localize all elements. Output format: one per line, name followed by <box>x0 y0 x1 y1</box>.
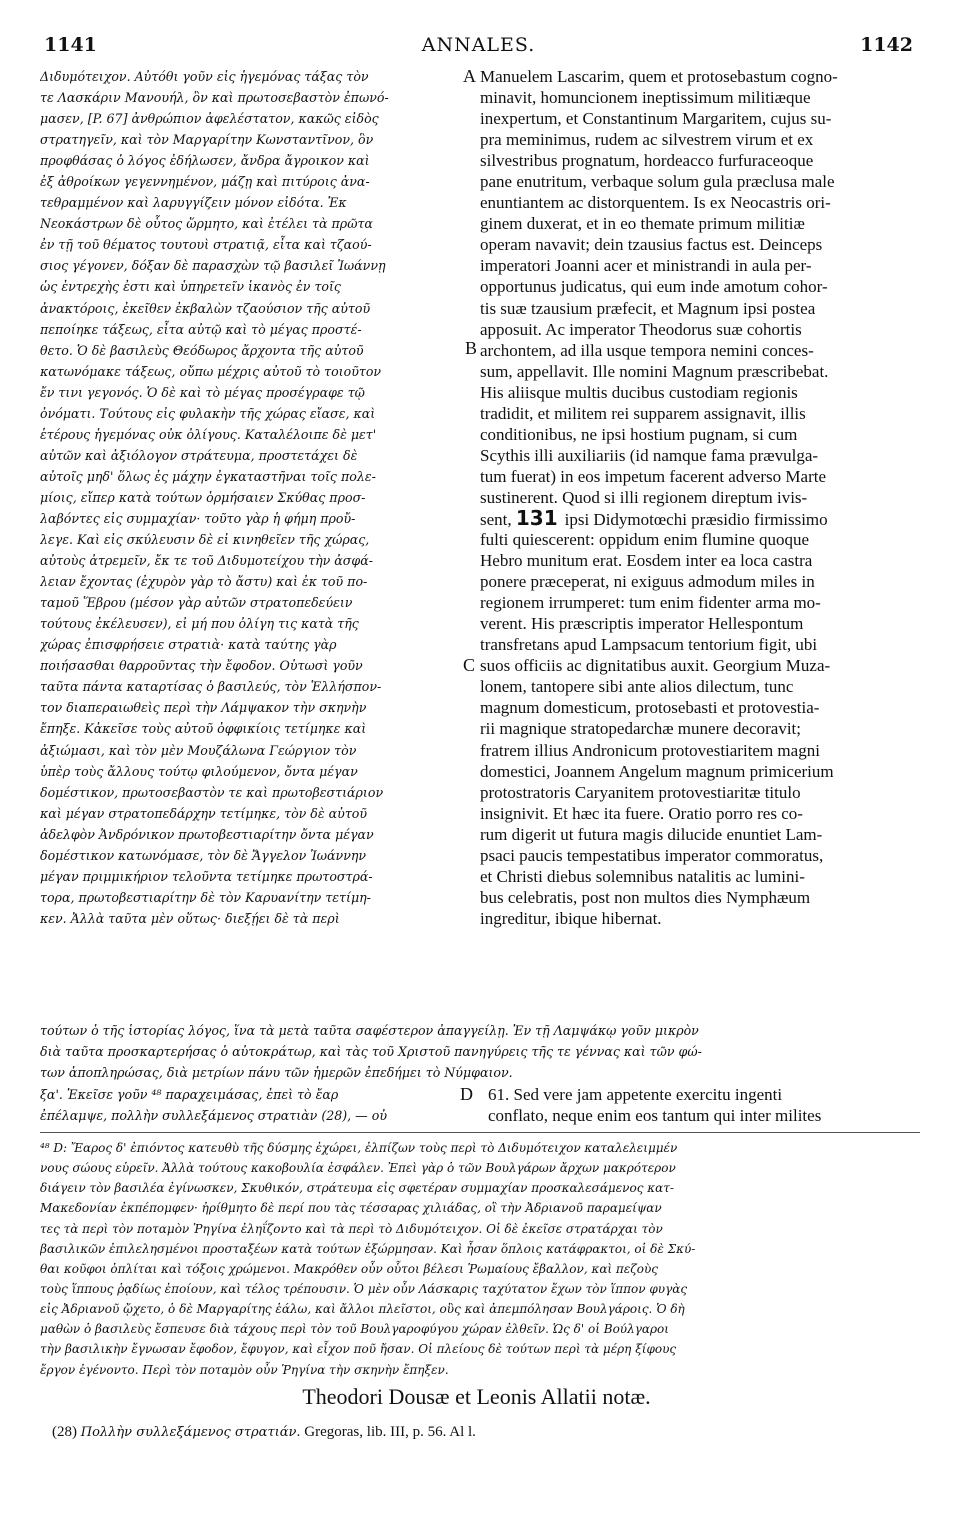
greek-line: ταμοῦ Ἕβρου (μέσον γὰρ αὐτῶν στρατοπεδεύειν <box>40 595 353 611</box>
greek-line: ὡς ἐντρεχὴς ἐστι καὶ ὑπηρετεῖν ἱκανὸς ἐν τοῖς <box>40 279 341 295</box>
greek-line: ὀνόματι. Τούτους εἰς φυλακὴν τῆς χώρας εἴασε, καὶ <box>40 405 376 421</box>
latin-line: Hebro munitum erat. Eosdem inter ea loca castra <box>480 551 813 571</box>
greek-line: λεγε. Καὶ εἰς σκύλευσιν δὲ εἰ κινηθεῖεν τῆς χώρας, <box>40 532 370 548</box>
greek-line: σιος γέγονεν, δόξαν δὲ παρασχὼν τῷ βασιλεῖ Ἰωάννῃ <box>40 258 386 274</box>
greek-line: τούτους ἐκέλευσεν), εἰ μή που ὀλίγη τις κατὰ τῆς <box>40 616 359 632</box>
greek-line: Νεοκάστρων δὲ οὗτος ὥρμητο, καὶ ἐτέλει τὰ πρῶτα <box>40 216 373 232</box>
latin-line: regionem irrumperet: tum enim fidenter arma mo- <box>480 593 821 613</box>
latin-line: insignivit. Et hæc ita fuere. Oratio porro res co- <box>480 803 803 823</box>
greek-line: προφθάσας ὁ λόγος ἐδήλωσεν, ἄνδρα ἄγροικον καὶ <box>40 153 370 169</box>
greek-line: ἐπέλαμψε, πολλὴν συλλεξάμενος στρατιὰν (28), — οὐ <box>40 1108 388 1123</box>
latin-line: conflato, neque enim eos tantum qui inter milites <box>488 1106 822 1125</box>
latin-column <box>480 66 920 929</box>
greek-line: των ἀποπληρώσας, διὰ μετρίων πάνυ τῶν ἡμερῶν ἐπεδήμει τὸ Νύμφαιον. <box>40 1065 513 1080</box>
latin-line: ginem duxerat, et in eo themate primum militiæ <box>480 214 805 234</box>
latin-line: pra meminimus, rudem ac silvestrem virum et ex <box>480 130 814 150</box>
latin-line: sum, appellavit. Ille nomini Magnum præscribebat. <box>480 361 829 381</box>
note-28-greek: Πολλὴν συλλεξάμενος στρατιάν. <box>80 1425 301 1440</box>
note-28-latin: Gregoras, lib. III, p. 56. Al l. <box>300 1424 476 1440</box>
footnote-line: Μακεδονίαν ἐκπέπομφεν· ἠρίθμητο δὲ περί που τὰς τέσσαρας χιλιάδας, οἳ τὴν Ἀδριανοῦ παραμείψαν <box>40 1201 662 1216</box>
page-number-131: 131 <box>515 507 565 530</box>
latin-line: verent. His præscriptis imperator Hellespontum <box>480 614 804 634</box>
latin-line: inexpertum, et Constantinum Margaritem, cujus su- <box>480 109 832 129</box>
footnote-line: θαι κοῦφοι ὁπλίται καὶ τόξοις χρώμενοι. Μακρόθεν οὖν οὗτοι βέλεσι Ῥωμαίους ἔβαλλον, καὶ πεζοὺς <box>40 1261 659 1276</box>
left-page-number: 1141 <box>44 34 97 56</box>
latin-line: silvestribus prognatum, hordeacco furfuraceoque <box>480 151 814 171</box>
running-title: ANNALES. <box>421 34 536 56</box>
notes-heading: Theodori Dousæ et Leonis Allatii notæ. <box>302 1384 651 1409</box>
latin-line: rii magnique stratopedarchæ munere decoravit; <box>480 719 801 739</box>
latin-line: His aliisque multis ducibus custodiam regionis <box>480 382 798 402</box>
greek-line: κατωνόμακε τάξεως, οὔπω μέχρις αὐτοῦ τὸ τοιοῦτον <box>40 363 382 379</box>
latin-line: fratrem illius Andronicum protovestiaritem magni <box>480 740 820 760</box>
footnote-line: ἔργον ἐγένοντο. Περὶ τὸν ποταμὸν οὖν Ῥηγίνα τὴν σκηνὴν ἔπηξεν. <box>40 1362 449 1377</box>
margin-letter-a: A <box>463 66 476 86</box>
running-header <box>44 34 913 60</box>
latin-line: domestici, Joannem Angelum magnum primicerium <box>480 761 834 781</box>
latin-line: et Christi diebus solemnibus natalitis ac lumini- <box>480 866 805 886</box>
section-61-greek <box>40 1084 510 1126</box>
greek-line: τον διαπεραιωθεὶς περὶ τὴν Λάμψακον τὴν σκηνὴν <box>40 700 367 716</box>
latin-line: pane enutritum, verbaque solum gula præclusa male <box>480 172 835 192</box>
latin-line: enuntiantem ac distorquentem. Is ex Neocastris ori- <box>480 193 831 213</box>
footnote-line: νους σώους εὑρεῖν. Ἀλλὰ τούτους κακοβουλία ἐσφάλεν. Ἐπεὶ γὰρ ὁ τῶν Βουλγάρων ἄρχων μακρότερον <box>40 1161 676 1176</box>
greek-line: ἔν τινι γεγονός. Ὁ δὲ καὶ τὸ μέγας προσέγραφε τῷ <box>40 384 365 400</box>
latin-line: protostratoris Caryanitem protovestiaritæ titulo <box>480 782 801 802</box>
greek-line: θετο. Ὁ δὲ βασιλεὺς Θεόδωρος ἄρχοντα τῆς αὐτοῦ <box>40 342 364 358</box>
latin-line: transfretans apud Lampsacum tentorium figit, ubi <box>480 635 818 655</box>
footnote-line: διάγειν τὸν βασιλέα ἐγίνωσκεν, Σκυθικόν, στράτευμα εἰς σφετέραν συμμαχίαν προσκαλεσάμενος κατ- <box>40 1181 674 1196</box>
latin-line: sustinerent. Quod si illi regionem direptum ivis- <box>480 487 808 507</box>
greek-line: τούτων ὁ τῆς ἱστορίας λόγος, ἵνα τὰ μετὰ ταῦτα σαφέστερον ἀπαγγείλῃ. Ἐν τῇ Λαμψάκῳ γοῦν μικρὸν <box>40 1023 699 1038</box>
latin-line: tum fuerat) in eos impetum facerent adverso Marte <box>480 466 827 486</box>
footnote-line: τοὺς ἵππους ῥᾳδίως ἐποίουν, καὶ τέλος τρέπουσιν. Ὁ μὲν οὖν Λάσκαρις ταχύτατον ἔχων τὸν ἵππον φυγὰς <box>40 1281 688 1296</box>
latin-line: suos officiis ac dignitatibus auxit. Georgium Muza- <box>480 656 831 676</box>
footnote-line: εἰς Ἀδριανοῦ ᾤχετο, ὁ δὲ Μαργαρίτης ἑάλω, καὶ ἄλλοι πλεῖστοι, οὓς καὶ ἀπεμπόλησαν Βουλγάροις. Ὁ δὴ <box>40 1302 685 1317</box>
margin-letter-c: C <box>463 655 476 675</box>
greek-line: ἐν τῇ τοῦ θέματος τουτουὶ στρατιᾷ, εἶτα καὶ τζαού- <box>40 237 372 253</box>
footnote-rule <box>40 1132 920 1133</box>
latin-line: apposuit. Ac imperator Theodorus suæ cohortis <box>480 319 802 339</box>
greek-line: ἀξιώμασι, καὶ τὸν μὲν Μουζάλωνα Γεώργιον τὸν <box>40 742 357 758</box>
footnote-line: τὴν βασιλικὴν ἔγνωσαν ἔφοδον, ἔφυγον, καὶ εἶχον ποῦ ἤσαν. Οἱ πλείους δὲ τούτων περὶ τὰ μέρη ξίφους <box>40 1342 677 1357</box>
greek-line: αὐτοῖς μηδ' ὅλως ἐς μάχην ἐγκαταστῆναι τοῖς πολε- <box>40 468 376 484</box>
latin-text: sent, <box>480 509 516 529</box>
greek-line: ἑτέρους ἡγεμόνας οὐκ ὀλίγους. Καταλέλοιπε δὲ μετ' <box>40 426 377 442</box>
latin-line: Manuelem Lascarim, quem et protosebastum cogno- <box>480 67 838 86</box>
latin-line: operam navavit; dein tzausius factus est. Deinceps <box>480 235 823 255</box>
greek-column <box>40 66 470 929</box>
greek-line: τορα, πρωτοβεστιαρίτην δὲ τὸν Καρυανίτην τετίμη- <box>40 889 371 905</box>
footnote-line: βασιλικῶν ἐπιλελησμένοι προσταξέων κατὰ τούτων ἐξώρμησαν. Καὶ ἦσαν ὅπλοις κατάφρακτοι, οἱ δὲ Σκύ- <box>40 1241 696 1256</box>
latin-line: fulti quiescerent: oppidum enim flumine quoque <box>480 530 810 550</box>
greek-line: χώρας ἐπισφρήσειε στρατιὰ· κατὰ ταύτης γὰρ <box>40 637 337 653</box>
greek-line: δομέστικον κατωνόμασε, τὸν δὲ Ἄγγελον Ἰωάννην <box>40 847 367 863</box>
latin-line: magnum domesticum, protosebasti et protovestia- <box>480 698 820 718</box>
latin-line: imperatori Joanni acer et ministrandi in aula per- <box>480 256 812 276</box>
latin-text: ipsi Didymotœchi præsidio firmissimo <box>564 509 828 529</box>
latin-line: opportunus judicatus, qui eum inde amotum cohor- <box>480 277 828 297</box>
greek-line: ἀδελφὸν Ἀνδρόνικον πρωτοβεστιαρίτην ὄντα μέγαν <box>40 826 374 842</box>
latin-line: Scythis illi auxiliariis (id namque fama prævulga- <box>480 445 819 465</box>
greek-line: ξα'. Ἐκεῖσε γοῦν ⁴⁸ παραχειμάσας, ἐπεὶ τὸ ἔαρ <box>40 1087 339 1102</box>
latin-line: minavit, homuncionem ineptissimum militiæque <box>480 88 811 108</box>
latin-line <box>480 508 920 529</box>
greek-line: αὐτῶν καὶ ἀξιόλογον στράτευμα, προστετάχει δὲ <box>40 447 358 463</box>
footnote-48 <box>40 1138 920 1380</box>
greek-line: ἔπηξε. Κἀκεῖσε τοὺς αὐτοῦ ὀφφικίοις τετίμηκε καὶ <box>40 721 367 737</box>
latin-line: ingreditur, ibique hibernat. <box>480 908 662 928</box>
latin-line: 61. Sed vere jam appetente exercitu ingenti <box>488 1085 783 1104</box>
right-page-number: 1142 <box>860 34 913 56</box>
greek-line: αὐτοὺς ἀτρεμεῖν, ἔκ τε τοῦ Διδυμοτείχου τὴν ἀσφά- <box>40 553 373 569</box>
latin-line: tis suæ tzausium præfecit, et Magnum ipsi postea <box>480 298 816 318</box>
latin-line: rum digerit ut futura magis dilucide enuntiet Lam- <box>480 824 823 844</box>
latin-line: lonem, tantopere sibi ante alios dilectum, tunc <box>480 677 794 697</box>
greek-line: μίοις, εἴπερ κατὰ τούτων ὁρμήσαιεν Σκύθας προσ- <box>40 489 366 505</box>
margin-letter-b: B <box>465 338 478 358</box>
greek-line: δομέστικον, πρωτοσεβαστὸν τε καὶ πρωτοβεστιάριον <box>40 784 384 800</box>
latin-line: archontem, ad illa usque tempora nemini conces- <box>480 340 814 360</box>
margin-letter-d: D <box>460 1084 473 1104</box>
greek-line: τεθραμμένον καὶ λαρυγγίζειν μόνον εἰδότα. Ἐκ <box>40 195 347 211</box>
greek-line: διὰ ταῦτα προσκαρτερήσας ὁ αὐτοκράτωρ, καὶ τὰς τοῦ Χριστοῦ πανηγύρεις τῆς τε γέννας καὶ τῶν φώ- <box>40 1044 702 1059</box>
note-28 <box>52 1424 932 1441</box>
latin-line: ponere præceperat, ni exiguus admodum miles in <box>480 572 815 592</box>
greek-line: Διδυμότειχον. Αὐτόθι γοῦν εἰς ἡγεμόνας τάξας τὸν <box>40 69 369 84</box>
greek-line: ποιήσασθαι θαρροῦντας τὴν ἔφοδον. Οὑτωσὶ γοῦν <box>40 658 363 674</box>
greek-line: στρατηγεῖν, καὶ τὸν Μαργαρίτην Κωνσταντῖνον, ὃν <box>40 132 374 148</box>
section-61-row <box>40 1084 920 1130</box>
latin-line: tradidit, et militem rei supparem assignavit, illis <box>480 403 806 423</box>
greek-line: ἀνακτόροις, ἐκεῖθεν ἐκβαλὼν τζαούσιον τῆς αὐτοῦ <box>40 300 371 316</box>
greek-line: λειαν ἔχοντας (ἐχυρὸν γὰρ τὸ ἄστυ) καὶ ἐκ τοῦ πο- <box>40 574 368 590</box>
greek-line: ἐξ ἀθροίκων γεγεννημένον, μάζῃ καὶ πιτύροις ἀνα- <box>40 174 370 190</box>
section-61-latin <box>488 1084 928 1126</box>
latin-line: conditionibus, ne ipsi hostium pugnam, si cum <box>480 424 798 444</box>
greek-line: ὑπὲρ τοὺς ἄλλους τούτῳ φιλούμενον, ὄντα μέγαν <box>40 763 358 779</box>
latin-line: bus celebratis, post non multos dies Nymphæum <box>480 887 811 907</box>
greek-line: ταῦτα πάντα καταρτίσας ὁ βασιλεύς, τὸν Ἑλλήσπον- <box>40 679 382 695</box>
greek-line: κεν. Ἀλλὰ ταῦτα μὲν οὕτως· διεξῄει δὲ τὰ περὶ <box>40 910 340 926</box>
footnote-line: ⁴⁸ D: Ἔαρος δ' ἐπιόντος κατευθὺ τῆς δύσμης ἐχώρει, ἐλπίζων τοὺς περὶ τὸ Διδυμότειχον καταλελειμμέν <box>40 1141 678 1155</box>
greek-line: καὶ μέγαν στρατοπεδάρχην τετίμηκε, τὸν δὲ αὐτοῦ <box>40 805 368 821</box>
greek-full-width-text <box>40 1020 920 1083</box>
footnote-line: μαθὼν ὁ βασιλεὺς ἔσπευσε διὰ τάχους περὶ τὸν τοῦ Βουλγαροφύγου χώραν ἐλθεῖν. Ὡς δ' οἱ Βούλγαροι <box>40 1322 669 1337</box>
greek-line: τε Λασκάριν Μανουήλ, ὃν καὶ πρωτοσεβαστὸν ἐπωνό- <box>40 90 389 106</box>
footnote-line: τες τὰ περὶ τὸν ποταμὸν Ῥηγίνα ἐληΐζοντο καὶ τὰ περὶ τὸ Διδυμότειχον. Οἱ δὲ ἐκεῖσε στρατάρχαι τὸν <box>40 1221 663 1236</box>
greek-line: μέγαν πριμμικήριον τελοῦντα τετίμηκε πρωτοστρά- <box>40 868 373 884</box>
greek-line: μασεν, [P. 67] ἀνθρώπιον ἀφελέστατον, κακῶς εἰδὸς <box>40 111 379 127</box>
note-28-number: (28) <box>52 1424 77 1440</box>
greek-line: λαβόντες εἰς συμμαχίαν· τοῦτο γὰρ ἡ φήμη προὔ- <box>40 510 356 526</box>
latin-line: psaci paucis tempestatibus imperator commoratus, <box>480 845 824 865</box>
greek-line: πεποίηκε τάξεως, εἶτα αὐτῷ καὶ τὸ μέγας προστέ- <box>40 321 362 337</box>
